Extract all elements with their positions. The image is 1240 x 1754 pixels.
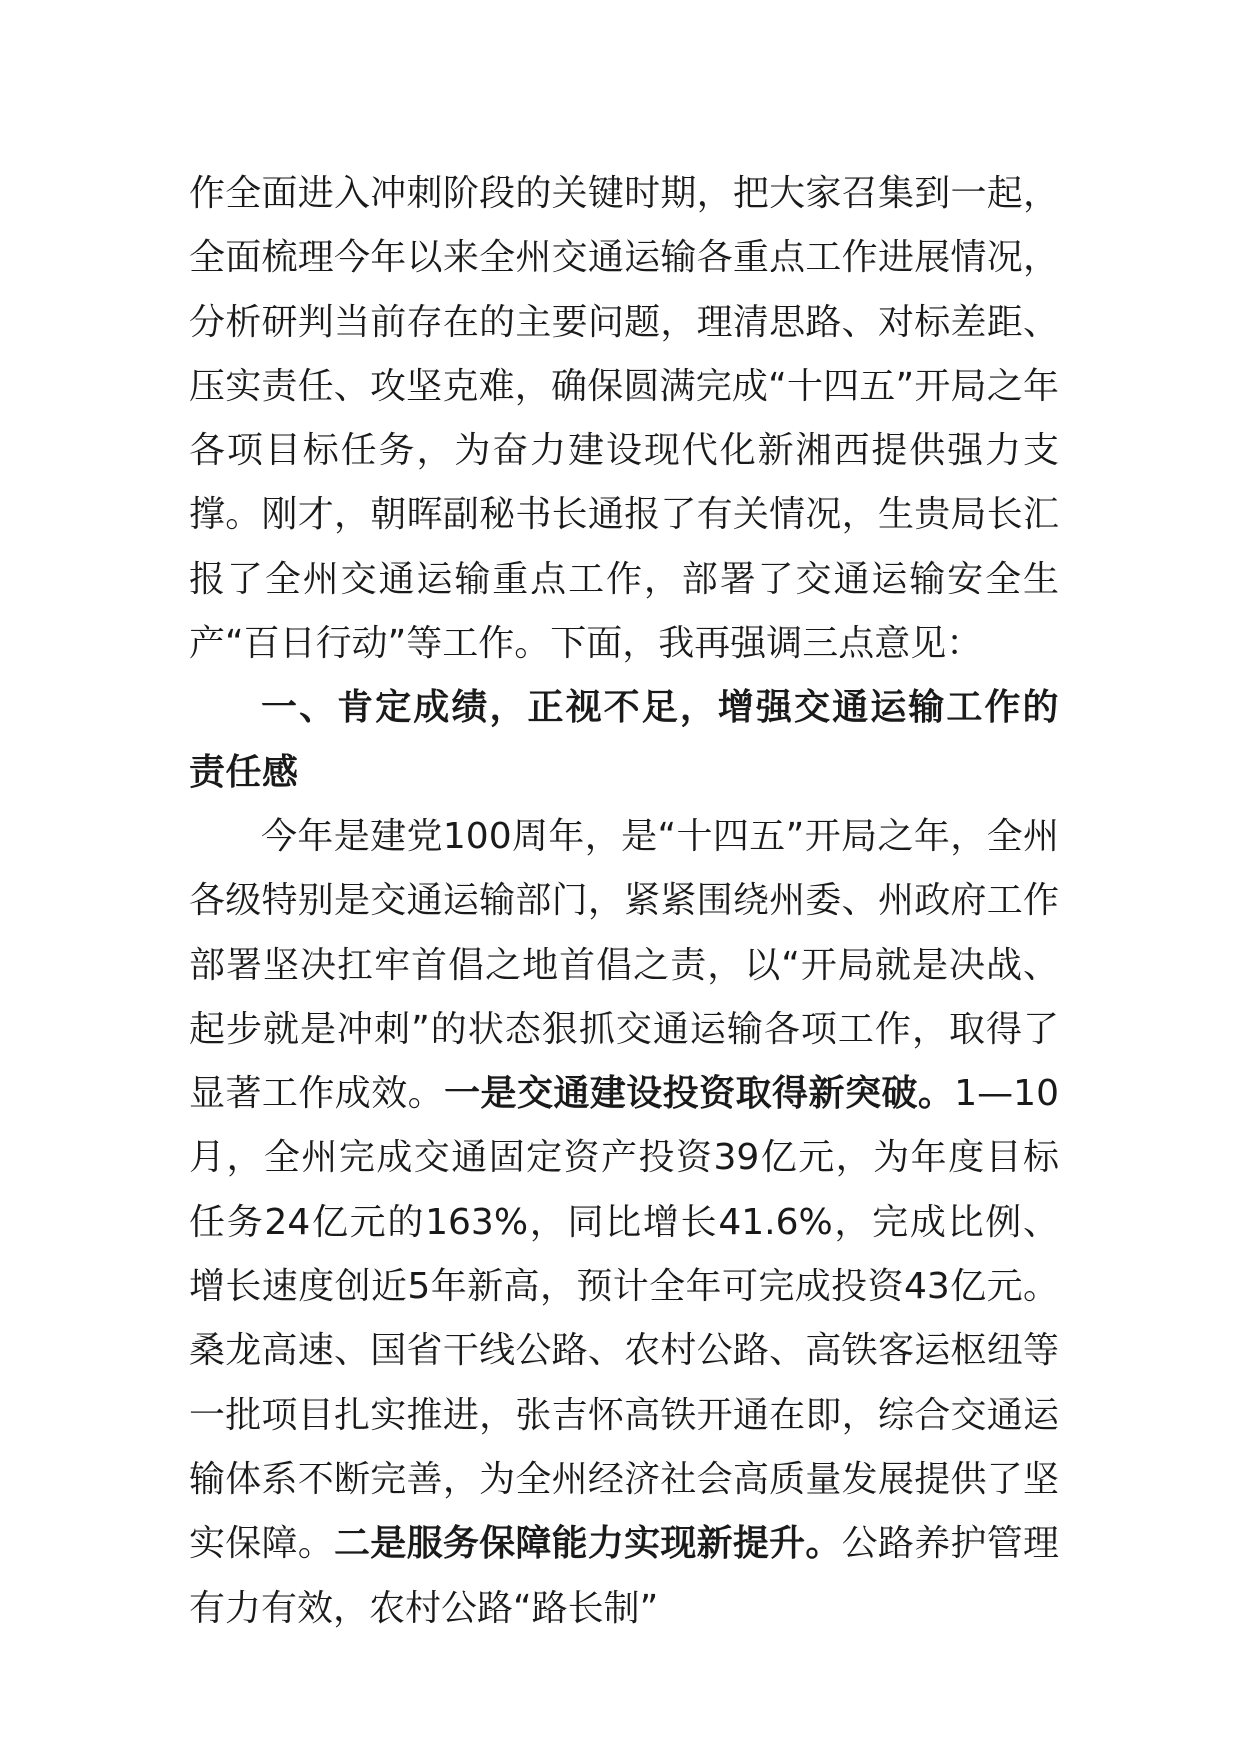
point-1-title: 一是交通建设投资取得新突破。 <box>444 1073 955 1115</box>
point-1-body: 1—10月，全州完成交通固定资产投资39亿元，为年度目标任务24亿元的163%，同比增长41.6%，完成比例、增长速度创近5年新高，预计全年可完成投资43亿元。桑龙高速、国省干线公路、农村公路、高铁客运枢纽等一批项目扎实推进，张吉怀高铁开通在即，综合交通运输体系不断完善，为全州经济社会高质量发展提供了坚实保障。 <box>189 1073 1059 1565</box>
point-2-body: 公路养护管理有力有效，农村公路“路长制” <box>189 1523 1059 1629</box>
section-heading-1: 一、肯定成绩，正视不足，增强交通运输工作的责任感 <box>189 687 1059 793</box>
document-body <box>189 162 1059 1641</box>
body-paragraph-achievements <box>189 805 1059 1641</box>
paragraph-intro-text: 今年是建党100周年，是“十四五”开局之年，全州各级特别是交通运输部门，紧紧围绕州委、州政府工作部署坚决扛牢首倡之地首倡之责，以“开局就是决战、起步就是冲刺”的状态狠抓交通运输各项工作，取得了显著工作成效。 <box>189 815 1059 1115</box>
body-paragraph-continued: 作全面进入冲刺阶段的关键时期，把大家召集到一起，全面梳理今年以来全州交通运输各重点工作进展情况，分析研判当前存在的主要问题，理清思路、对标差距、压实责任、攻坚克难，确保圆满完成“十四五”开局之年各项目标任务，为奋力建设现代化新湘西提供强力支撑。刚才，朝晖副秘书长通报了有关情况，生贵局长汇报了全州交通运输重点工作，部署了交通运输安全生产“百日行动”等工作。下面，我再强调三点意见： <box>189 173 1059 665</box>
point-2-title: 二是服务保障能力实现新提升。 <box>334 1523 842 1565</box>
